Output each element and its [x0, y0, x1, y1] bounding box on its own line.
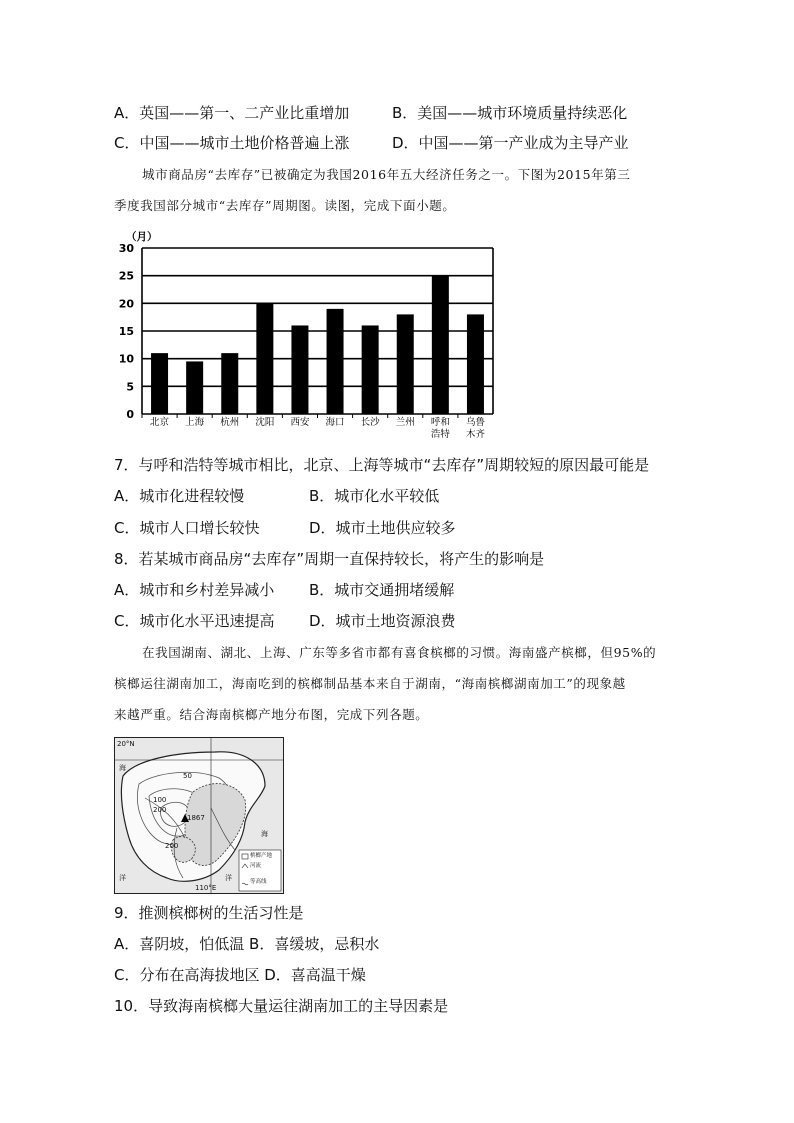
- q7-option-c: C．城市人口增长较快: [114, 519, 260, 537]
- y-tick-label: 5: [126, 380, 134, 394]
- bar: [151, 353, 168, 414]
- bar: [256, 303, 273, 414]
- legend-betel-nut: 槟榔产地: [250, 853, 273, 859]
- q8-option-d: D．城市土地资源浪费: [309, 612, 456, 630]
- q8-option-c: C．城市化水平迅速提高: [114, 612, 275, 630]
- map-sea-right: 海: [261, 830, 268, 838]
- bar: [467, 314, 484, 414]
- x-tick-label: 长沙: [360, 417, 380, 428]
- passage2-line3: 来越严重。结合海南槟榔产地分布图，完成下列各题。: [114, 707, 429, 722]
- q9-stem: 9．推测槟榔树的生活习性是: [114, 904, 304, 922]
- bar: [397, 314, 414, 414]
- legend-contour: 等高线: [250, 879, 267, 885]
- bar: [327, 309, 344, 414]
- peak-elevation-label: 1867: [187, 814, 205, 822]
- y-tick-label: 0: [126, 408, 134, 421]
- contour-label-50: 50: [183, 772, 192, 780]
- contour-label-200b: 200: [165, 842, 179, 850]
- q8-option-a: A．城市和乡村差异减小: [114, 581, 275, 599]
- q7-option-b: B．城市化水平较低: [309, 487, 440, 505]
- q6-option-d: D．中国——第一产业成为主导产业: [392, 134, 629, 152]
- y-tick-label: 20: [118, 297, 134, 311]
- x-tick-label: 浩特: [430, 429, 450, 440]
- y-tick-label: 25: [118, 269, 134, 283]
- x-tick-label: 呼和: [430, 417, 450, 428]
- q9-options-cd: C．分布在高海拔地区 D．喜高温干燥: [114, 966, 366, 984]
- passage2-line2: 槟榔运往湖南加工，海南吃到的槟榔制品基本来自于湖南，“海南槟榔湖南加工”的现象越: [114, 676, 626, 691]
- x-tick-label: 海口: [325, 417, 345, 428]
- bar: [186, 361, 203, 414]
- destocking-cycle-bar-chart: [112, 228, 502, 444]
- q10-stem: 10．导致海南槟榔大量运往湖南加工的主导因素是: [114, 997, 449, 1015]
- legend-river: 河流: [250, 863, 262, 869]
- contour-label-100: 100: [153, 796, 167, 804]
- hainan-betel-nut-map: [114, 737, 284, 894]
- q7-option-d: D．城市土地供应较多: [309, 519, 456, 537]
- map-lat-label: 20°N: [117, 740, 135, 748]
- passage2-line1: 在我国湖南、湖北、上海、广东等多省市都有喜食槟榔的习惯。海南盛产槟榔，但95%的: [142, 645, 657, 660]
- x-tick-label: 西安: [290, 417, 310, 428]
- bar: [432, 276, 449, 414]
- x-tick-label: 沈阳: [255, 417, 275, 428]
- x-tick-label: 上海: [185, 417, 205, 428]
- y-tick-label: 15: [118, 325, 134, 338]
- y-tick-label: 10: [118, 352, 134, 366]
- map-sea-bottom-right: 洋: [225, 874, 232, 882]
- bar: [362, 325, 379, 414]
- bar: [291, 325, 308, 414]
- x-tick-label: 杭州: [220, 417, 240, 428]
- x-tick-label: 北京: [150, 417, 170, 428]
- q8-option-b: B．城市交通拥堵缓解: [309, 581, 455, 599]
- x-tick-label: 兰州: [395, 417, 415, 428]
- contour-label-200: 200: [153, 806, 167, 814]
- bar: [221, 353, 238, 414]
- passage1-line1: 城市商品房“去库存”已被确定为我国2016年五大经济任务之一。下图为2015年第三: [142, 167, 631, 182]
- q6-option-c: C．中国——城市土地价格普遍上涨: [114, 134, 350, 152]
- map-sea-top: 海: [119, 764, 126, 772]
- q7-option-a: A．城市化进程较慢: [114, 487, 245, 505]
- q7-stem: 7．与呼和浩特等城市相比，北京、上海等城市“去库存”周期较短的原因最可能是: [114, 456, 650, 474]
- y-axis-label: （月）: [126, 231, 158, 243]
- map-sea-bottom-left: 洋: [119, 874, 126, 882]
- map-lon-label: 110°E: [195, 884, 217, 892]
- q6-option-b: B．美国——城市环境质量持续恶化: [392, 104, 628, 122]
- passage1-line2: 季度我国部分城市“去库存”周期图。读图，完成下面小题。: [114, 198, 456, 213]
- q8-stem: 8．若某城市商品房“去库存”周期一直保持较长，将产生的影响是: [114, 550, 545, 568]
- q9-options-ab: A．喜阴坡，怕低温 B．喜缓坡，忌积水: [114, 935, 380, 953]
- q6-option-a: A．英国——第一、二产业比重增加: [114, 104, 350, 122]
- x-tick-label: 木齐: [465, 429, 485, 440]
- y-tick-label: 30: [118, 242, 134, 255]
- x-tick-label: 乌鲁: [465, 417, 485, 428]
